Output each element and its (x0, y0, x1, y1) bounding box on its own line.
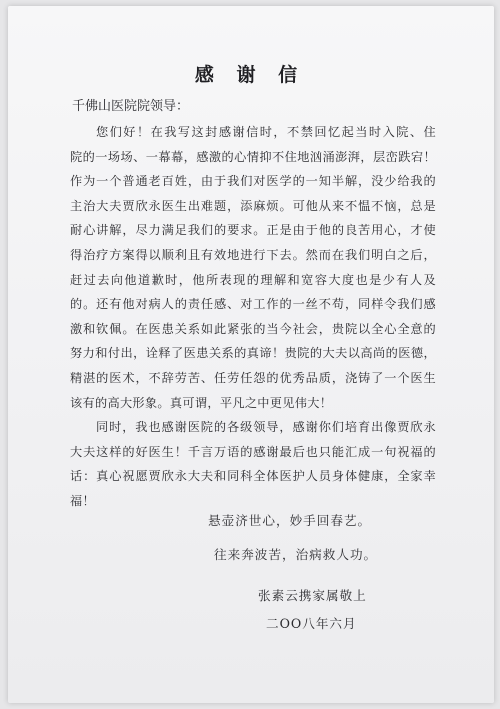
body-line: 激和钦佩。在医患关系如此紧张的当今社会，贵院以全心全意的 (70, 321, 436, 336)
letter-date: 二OO八年六月 (266, 616, 357, 631)
letter-title: 感 谢 信 (194, 64, 306, 86)
body-line: 大夫这样的好医生！千言万语的感谢最后也只能汇成一句祝福的 (70, 444, 436, 459)
letter-body (70, 120, 436, 514)
salutation: 千佛山医院院领导： (72, 99, 190, 114)
body-line: 同时，我也感谢医院的各级领导，感谢你们培育出像贾欣永 (96, 420, 436, 435)
body-line: 福！ (70, 493, 95, 508)
body-line: 话：真心祝愿贾欣永大夫和同科全体医护人员身体健康，全家幸 (70, 469, 436, 484)
body-line: 赶过去向他道歉时，他所表现的理解和宽容大度也是少有人及 (70, 272, 436, 287)
body-line: 的。还有他对病人的责任感、对工作的一丝不苟，同样令我们感 (70, 297, 436, 312)
body-line: 主治大夫贾欣永医生出难题，添麻烦。可他从来不愠不恼，总是 (70, 198, 436, 213)
signature: 张素云携家属敬上 (258, 588, 367, 603)
closing-couplet-line: 悬壶济世心，妙手回春艺。 (208, 513, 372, 528)
body-line: 耐心讲解，尽力满足我们的要求。正是由于他的良苦用心，才使 (70, 223, 436, 238)
body-line: 院的一场场、一幕幕，感激的心情抑不住地汹涌澎湃，层峦跌宕！ (70, 149, 436, 164)
body-line: 作为一个普通老百姓，由于我们对医学的一知半解，没少给我的 (70, 174, 436, 189)
body-line: 得治疗方案得以顺利且有效地进行下去。然而在我们明白之后， (70, 247, 436, 262)
body-line: 努力和付出，诠释了医患关系的真谛！贵院的大夫以高尚的医德， (70, 346, 436, 361)
closing-couplet-line: 往来奔波苦，治病救人功。 (214, 547, 378, 562)
body-line: 您们好！在我写这封感谢信时，不禁回忆起当时入院、住 (96, 125, 436, 139)
body-line: 精湛的医术，不辞劳苦、任劳任怨的优秀品质，浇铸了一个医生 (70, 370, 436, 385)
body-line: 该有的高大形象。真可谓，平凡之中更见伟大！ (70, 395, 333, 410)
